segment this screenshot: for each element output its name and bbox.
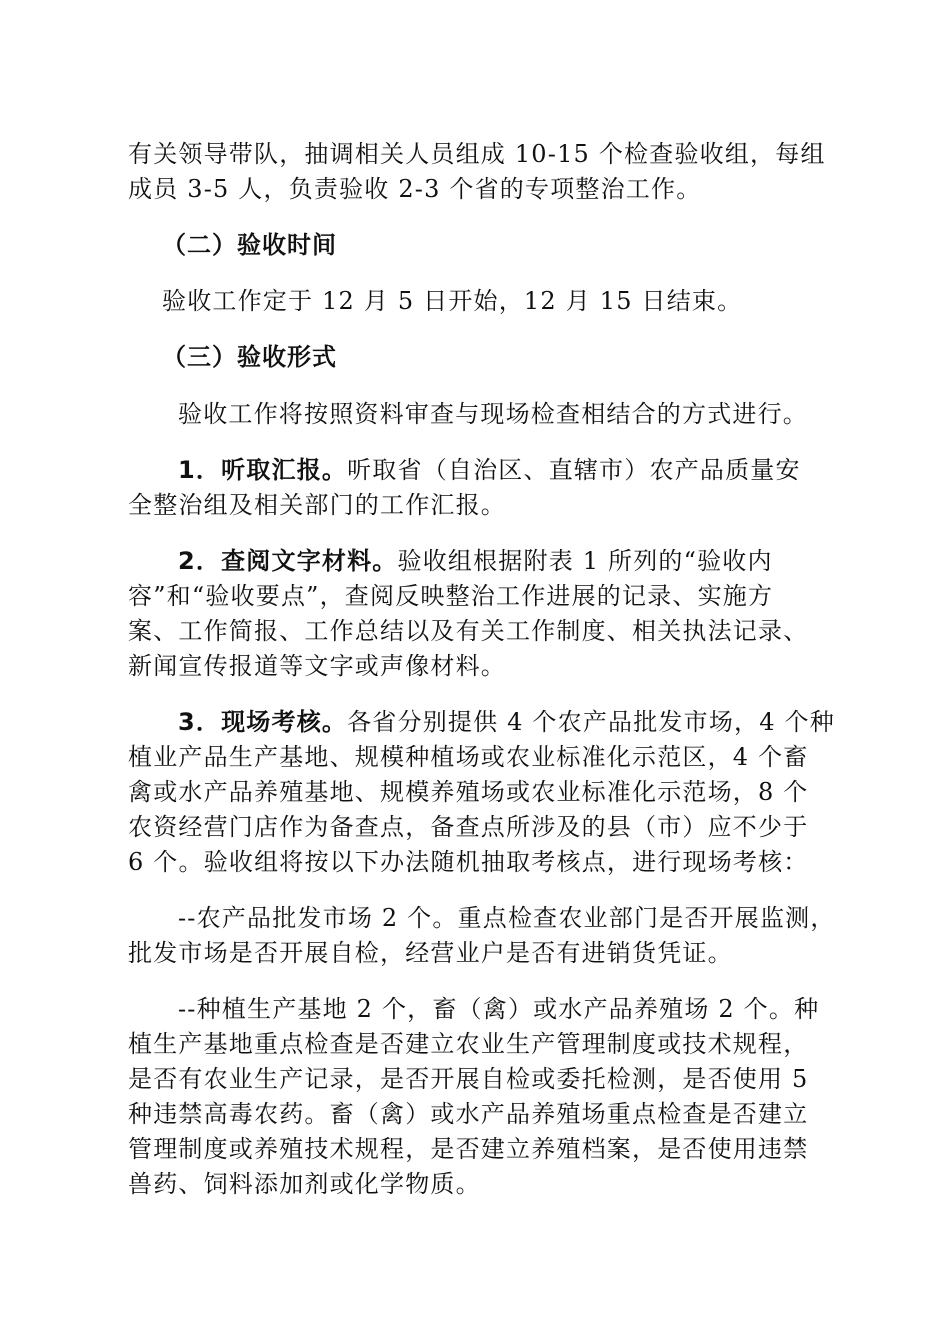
item1-title: 1．听取汇报。: [178, 456, 348, 484]
section3-heading: （三）验收形式: [162, 343, 337, 371]
section2-heading: （二）验收时间: [162, 231, 337, 259]
item3-line1-text: 各省分别提供 4 个农产品批发市场，4 个种: [347, 708, 835, 736]
dash2-line5: 管理制度或养殖技术规程，是否建立养殖档案，是否使用违禁: [128, 1135, 809, 1163]
item2-line4: 新闻宣传报道等文字或声像材料。: [128, 652, 506, 680]
item2-title: 2．查阅文字材料。: [178, 547, 398, 575]
item3-line1: [178, 706, 835, 738]
item2-line1: [178, 545, 773, 577]
item3-line5: 6 个。验收组将按以下办法随机抽取考核点，进行现场考核：: [128, 848, 809, 876]
item1-line1-text: 听取省（自治区、直辖市）农产品质量安: [347, 456, 801, 484]
item3-line4: 农资经营门店作为备查点，备查点所涉及的县（市）应不少于: [128, 813, 809, 841]
para3: 验收工作将按照资料审查与现场检查相结合的方式进行。: [178, 400, 808, 428]
dash2-line4: 种违禁高毒农药。畜（禽）或水产品养殖场重点检查是否建立: [128, 1100, 809, 1128]
item2-line1-text: 验收组根据附表 1 所列的“验收内: [397, 547, 773, 575]
item2-line3: 案、工作简报、工作总结以及有关工作制度、相关执法记录、: [128, 617, 809, 645]
dash2-line2: 植生产基地重点检查是否建立农业生产管理制度或技术规程，: [128, 1030, 809, 1058]
item3-title: 3．现场考核。: [178, 708, 348, 736]
para1-line1: 有关领导带队，抽调相关人员组成 10-15 个检查验收组，每组: [128, 140, 826, 168]
para2: 验收工作定于 12 月 5 日开始，12 月 15 日结束。: [162, 287, 743, 315]
para1-line2: 成员 3-5 人，负责验收 2-3 个省的专项整治工作。: [128, 175, 702, 203]
dash2-line1: --种植生产基地 2 个，畜（禽）或水产品养殖场 2 个。种: [178, 995, 820, 1023]
dash2-line6: 兽药、饲料添加剂或化学物质。: [128, 1170, 481, 1198]
dash2-line3: 是否有农业生产记录，是否开展自检或委托检测，是否使用 5: [128, 1065, 809, 1093]
item2-line2: 容”和“验收要点”，查阅反映整治工作进展的记录、实施方: [128, 582, 774, 610]
item3-line2: 植业产品生产基地、规模种植场或农业标准化示范区，4 个畜: [128, 743, 809, 771]
dash1-line1: --农产品批发市场 2 个。重点检查农业部门是否开展监测，: [178, 904, 836, 932]
dash1-line2: 批发市场是否开展自检，经营业户是否有进销货凭证。: [128, 939, 733, 967]
item1-line1: [178, 454, 801, 486]
item3-line3: 禽或水产品养殖基地、规模养殖场或农业标准化示范场，8 个: [128, 778, 809, 806]
item1-line2: 全整治组及相关部门的工作汇报。: [128, 491, 506, 519]
